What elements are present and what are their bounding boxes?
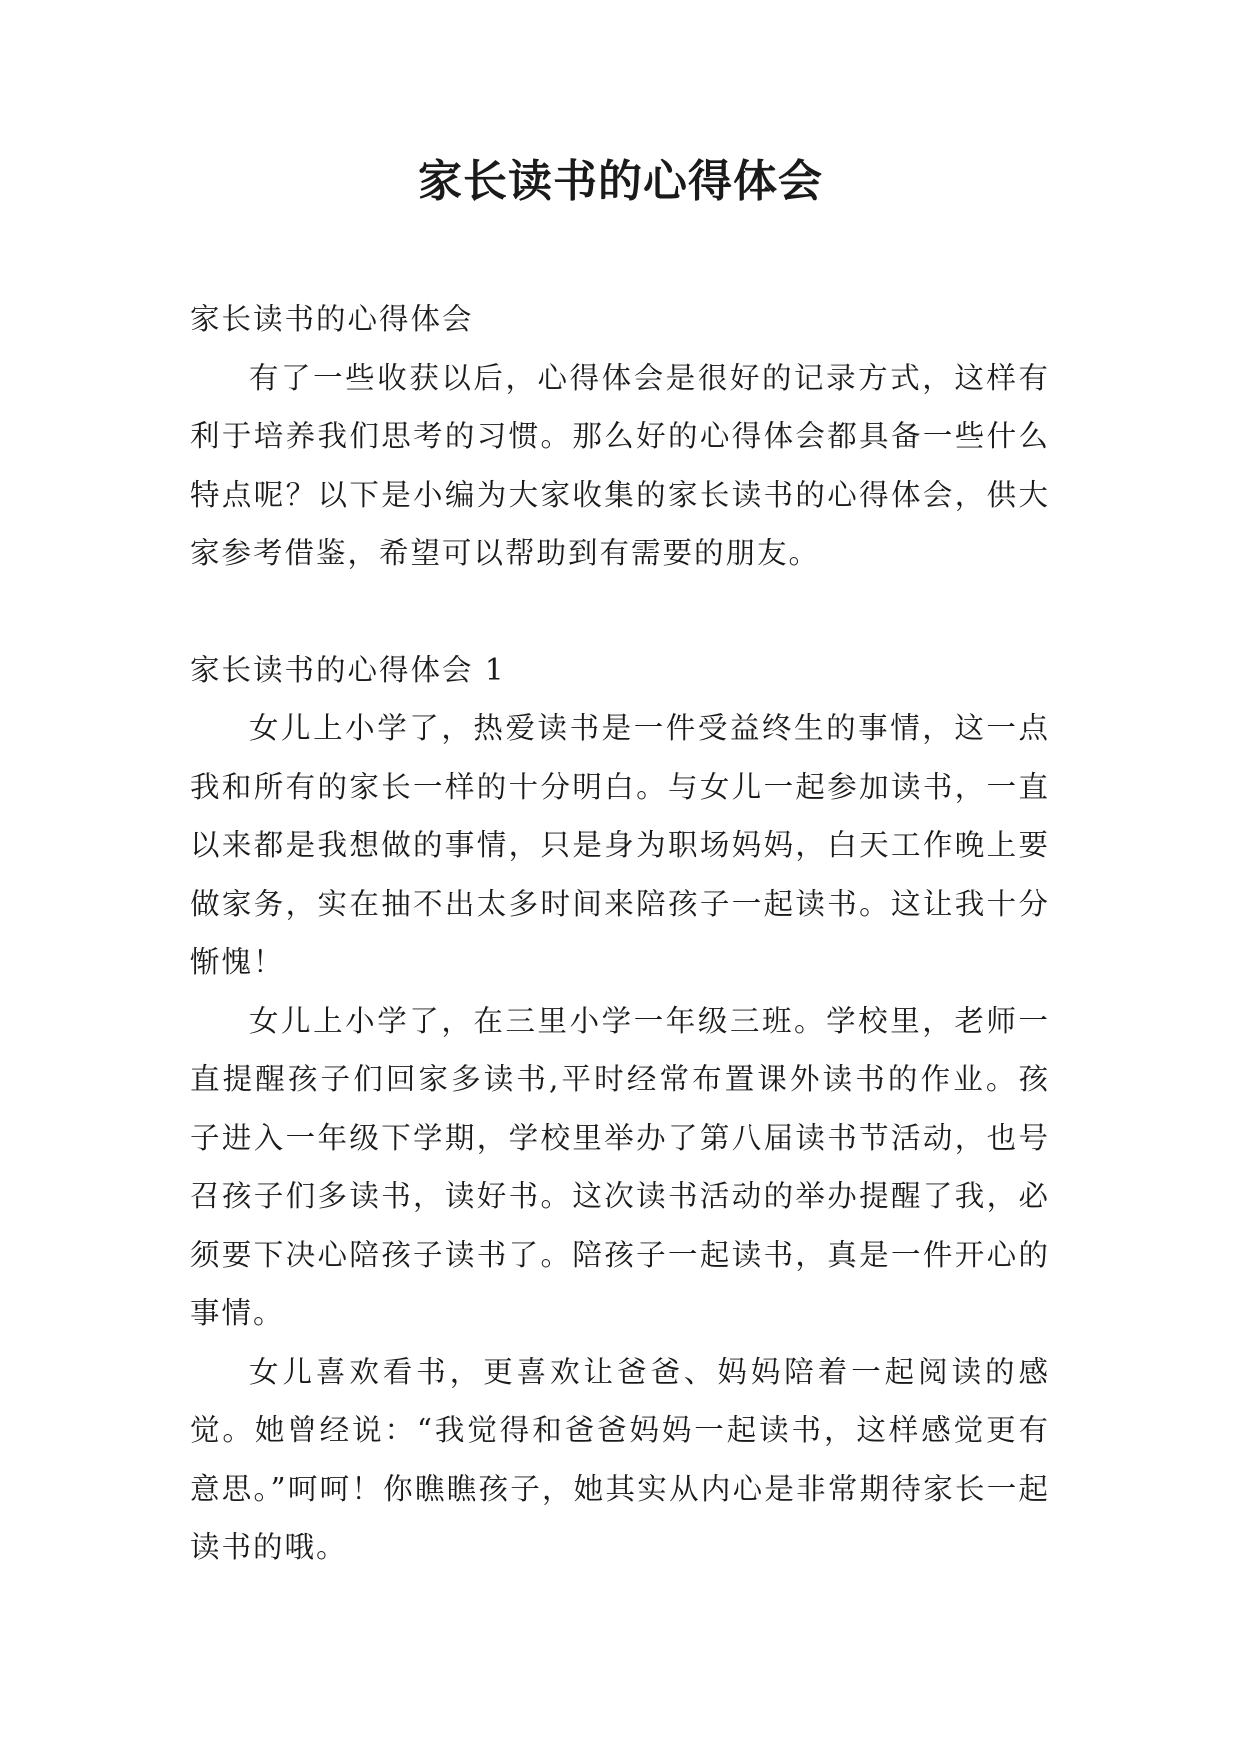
document-body (190, 290, 1050, 1577)
section1-paragraph-1: 女儿上小学了，热爱读书是一件受益终生的事情，这一点我和所有的家长一样的十分明白。与女儿一起参加读书，一直以来都是我想做的事情，只是身为职场妈妈，白天工作晚上要做家务，实在抽不出太多时间来陪孩子一起读书。这让我十分惭愧！ (190, 711, 1050, 979)
intro-paragraph: 有了一些收获以后，心得体会是很好的记录方式，这样有利于培养我们思考的习惯。那么好的心得体会都具备一些什么特点呢？以下是小编为大家收集的家长读书的心得体会，供大家参考借鉴，希望可以帮助到有需要的朋友。 (190, 360, 1050, 570)
document-title: 家长读书的心得体会 (418, 156, 823, 207)
section1-paragraph-3: 女儿喜欢看书，更喜欢让爸爸、妈妈陪着一起阅读的感觉。她曾经说：“我觉得和爸爸妈妈一起读书，这样感觉更有意思。”呵呵！你瞧瞧孩子，她其实从内心是非常期待家长一起读书的哦。 (190, 1354, 1050, 1564)
intro-heading: 家长读书的心得体会 (190, 302, 474, 336)
section-spacer (190, 583, 1050, 641)
section1-heading: 家长读书的心得体会 1 (190, 652, 506, 687)
section1-paragraph-2: 女儿上小学了，在三里小学一年级三班。学校里，老师一直提醒孩子们回家多读书,平时经常布置课外读书的作业。孩子进入一年级下学期，学校里举办了第八届读书节活动，也号召孩子们多读书，读好书。这次读书活动的举办提醒了我，必须要下决心陪孩子读书了。陪孩子一起读书，真是一件开心的事情。 (190, 1003, 1050, 1330)
